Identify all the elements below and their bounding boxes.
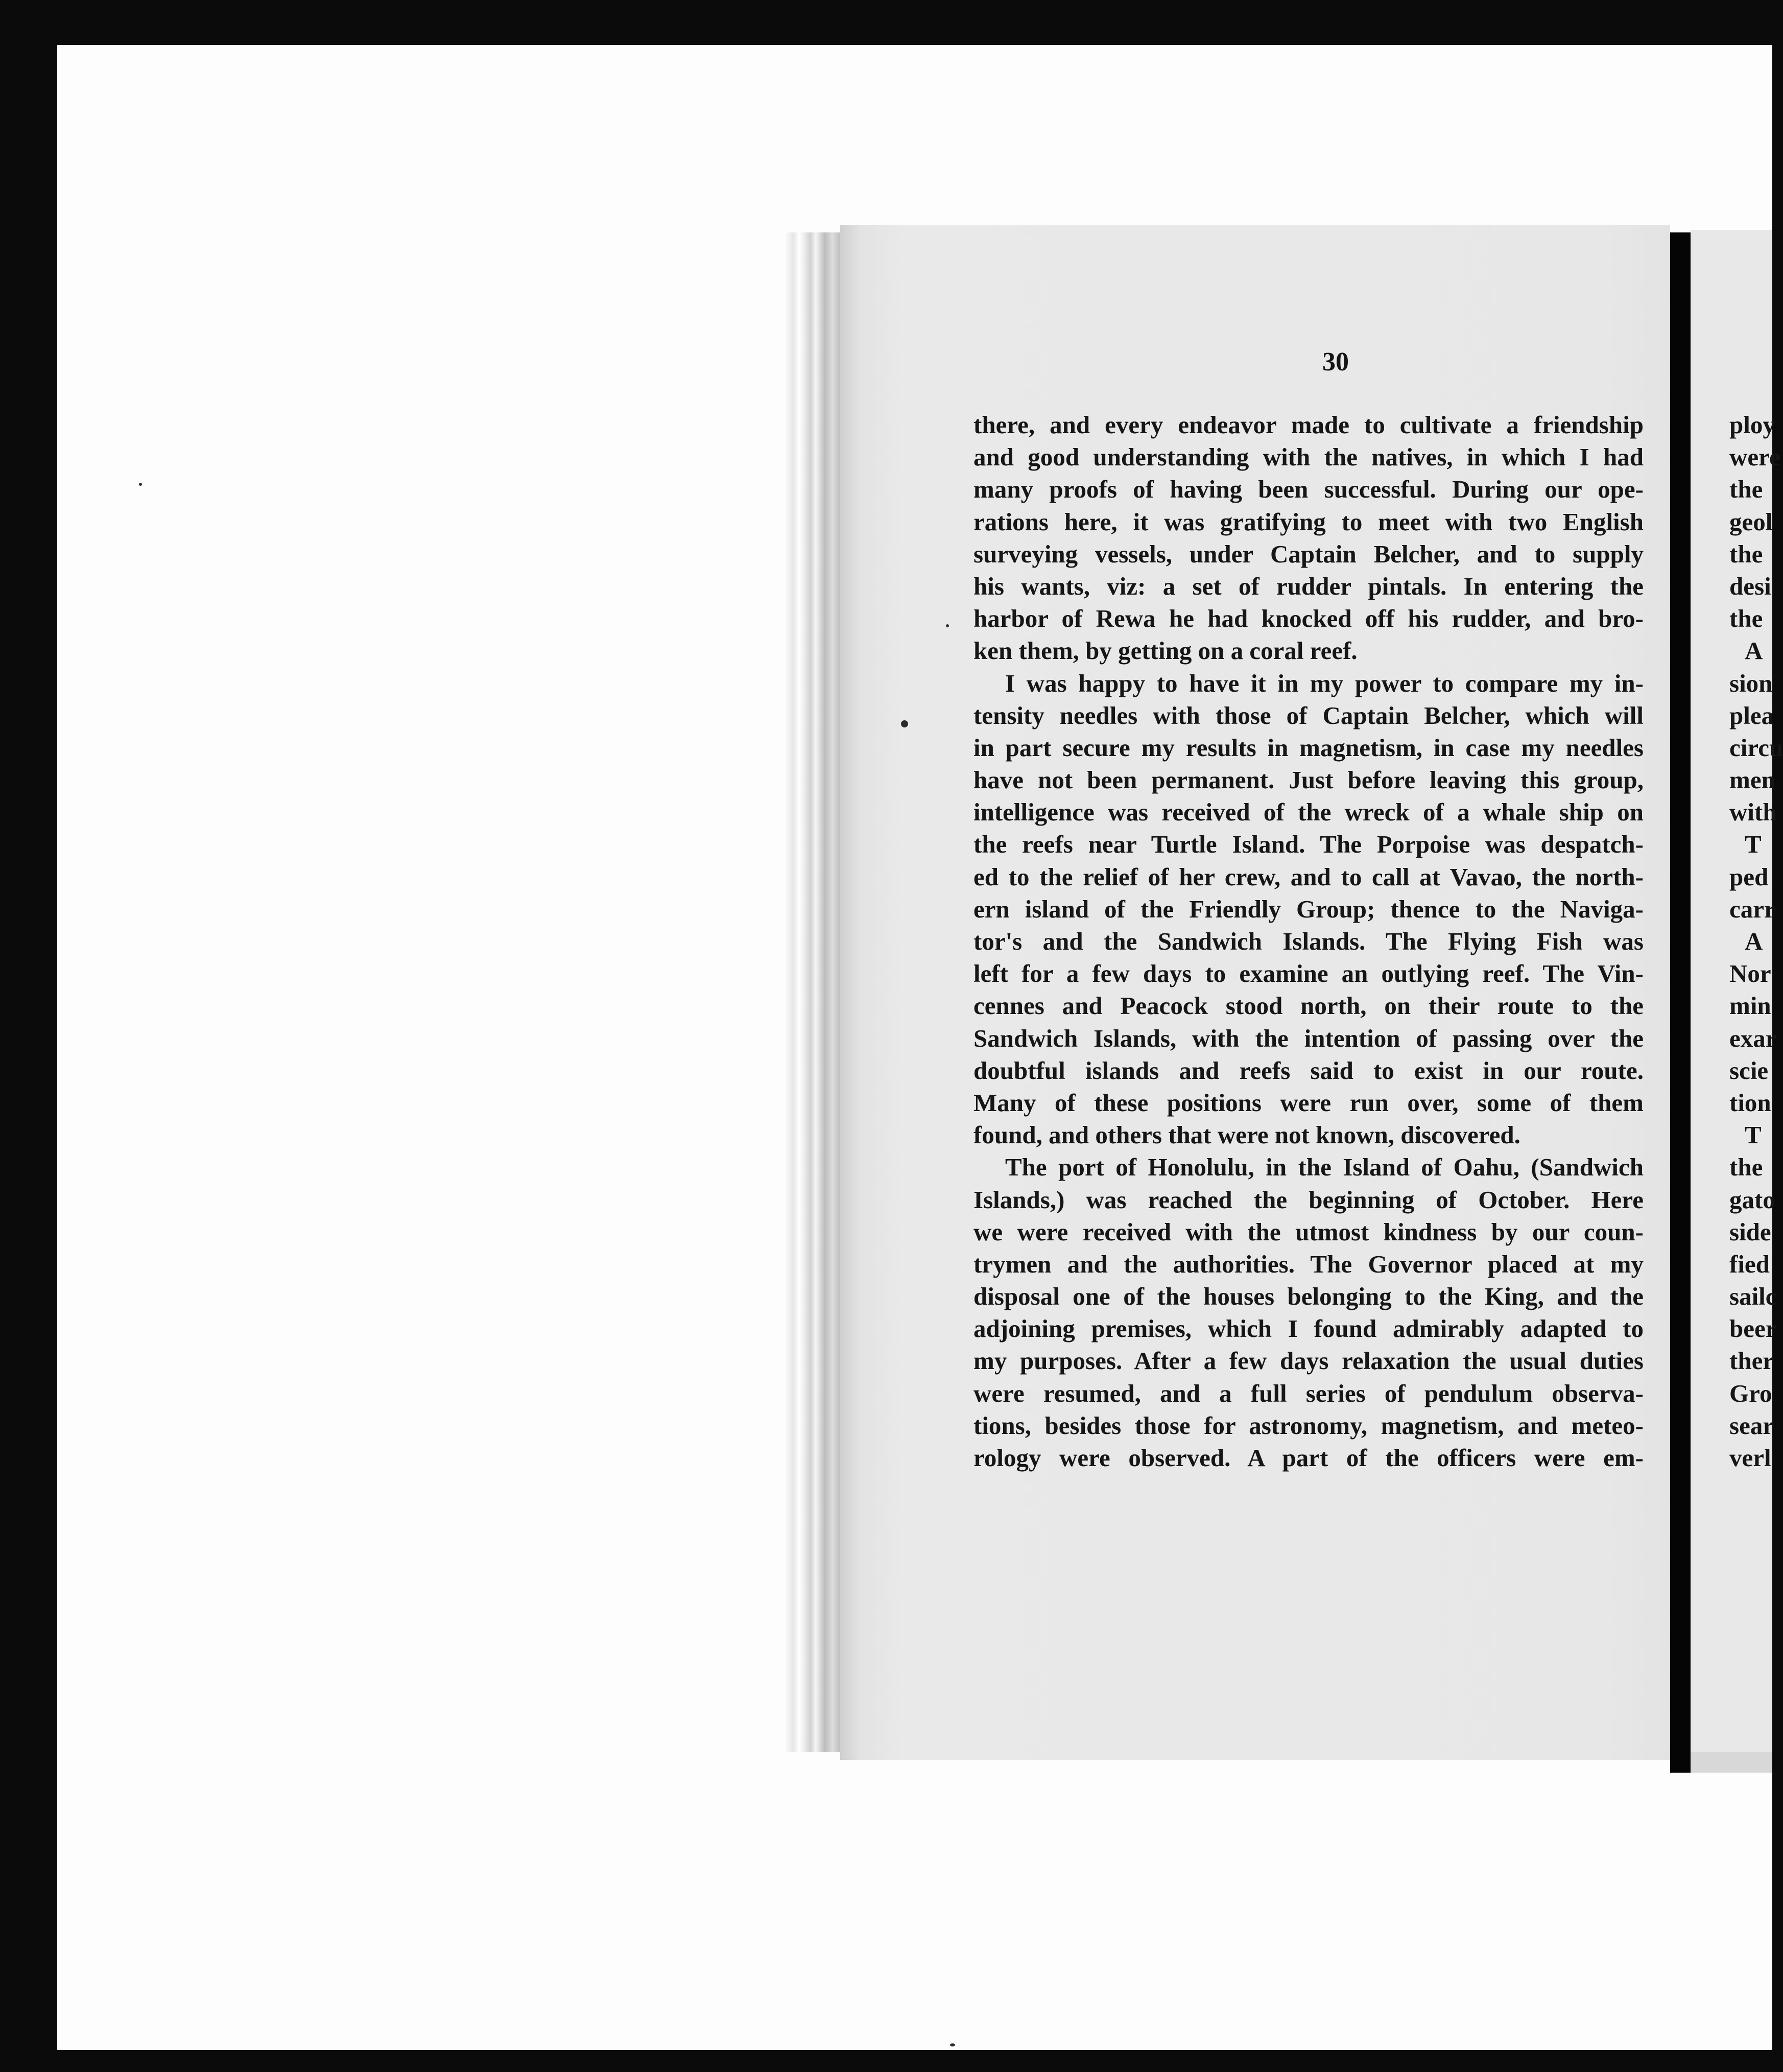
text-line: found, and others that were not known, discovered. xyxy=(973,1121,1520,1149)
text-line: we were received with the utmost kindness by our coun- xyxy=(973,1217,1644,1246)
text-line: tor's and the Sandwich Islands. The Flying Fish was xyxy=(973,927,1644,955)
fragment-line: ploy xyxy=(1729,411,1775,439)
fragment-line: Nor xyxy=(1729,959,1771,988)
text-line: adjoining premises, which I found admirably adapted to xyxy=(973,1314,1644,1343)
text-line: surveying vessels, under Captain Belcher, and to supply xyxy=(973,539,1644,568)
fragment-line: ther xyxy=(1729,1347,1774,1375)
fragment-line: A xyxy=(1745,637,1763,665)
fragment-line: the xyxy=(1729,604,1763,633)
text-line: there, and every endeavor made to cultivate a friendship xyxy=(973,411,1644,439)
fragment-line: the xyxy=(1729,1153,1763,1182)
fragment-line: plea xyxy=(1729,701,1774,729)
text-line: rations here, it was gratifying to meet with two English xyxy=(973,507,1644,536)
fragment-line: men xyxy=(1729,766,1775,794)
page-edges xyxy=(784,232,840,1752)
text-line: Islands,) was reached the beginning of October. Here xyxy=(973,1185,1644,1214)
fragment-line: with xyxy=(1729,798,1777,827)
text-line: and good understanding with the natives, in which I had xyxy=(973,443,1644,472)
fragment-line: were xyxy=(1729,443,1780,472)
fragment-line: ped xyxy=(1729,862,1769,891)
text-line: trymen and the authorities. The Governor placed at my xyxy=(973,1250,1644,1278)
fragment-line: sion xyxy=(1729,669,1773,697)
fragment-line: carr xyxy=(1729,894,1775,923)
fragment-line: gato xyxy=(1729,1185,1775,1214)
text-line: tions, besides those for astronomy, magnetism, and meteo- xyxy=(973,1411,1644,1440)
fragment-line: beer xyxy=(1729,1314,1777,1343)
scan-speck xyxy=(950,2043,955,2046)
text-line: many proofs of having been successful. During our ope- xyxy=(973,475,1644,504)
text-line: tensity needles with those of Captain Belcher, which will xyxy=(973,701,1644,729)
text-line: disposal one of the houses belonging to the King, and the xyxy=(973,1282,1644,1311)
text-line: ed to the relief of her crew, and to call at Vavao, the north- xyxy=(973,862,1644,891)
text-line: doubtful islands and reefs said to exist in our route. xyxy=(973,1056,1644,1085)
right-page-bottom-edge xyxy=(1691,1752,1772,1773)
text-line: were resumed, and a full series of pendulum observa- xyxy=(973,1379,1644,1407)
text-line: Sandwich Islands, with the intention of passing over the xyxy=(973,1024,1644,1052)
text-line: my purposes. After a few days relaxation the usual duties xyxy=(973,1347,1644,1375)
scan-speck xyxy=(946,624,949,627)
scan-speck xyxy=(139,483,142,486)
fragment-line: sailc xyxy=(1729,1282,1777,1311)
scan-speck xyxy=(901,720,908,727)
text-line: ern island of the Friendly Group; thence to the Naviga- xyxy=(973,894,1644,923)
text-line: harbor of Rewa he had knocked off his rudder, and bro- xyxy=(973,604,1644,633)
text-line: the reefs near Turtle Island. The Porpoise was despatch- xyxy=(973,830,1644,859)
fragment-line: side xyxy=(1729,1217,1771,1246)
fragment-line: T xyxy=(1745,1121,1762,1149)
fragment-line: sear xyxy=(1729,1411,1774,1440)
next-page-text-fragment xyxy=(1729,409,1783,1474)
fragment-line: T xyxy=(1745,830,1762,859)
text-line: intelligence was received of the wreck of a whale ship on xyxy=(973,798,1644,827)
fragment-line: verl xyxy=(1729,1444,1771,1472)
text-line: his wants, viz: a set of rudder pintals. In entering the xyxy=(973,572,1644,600)
text-line: left for a few days to examine an outlying reef. The Vin- xyxy=(973,959,1644,988)
text-line: rology were observed. A part of the officers were em- xyxy=(973,1444,1644,1472)
book-gutter xyxy=(1670,232,1691,1773)
page-number: 30 xyxy=(1322,347,1349,376)
fragment-line: circu xyxy=(1729,733,1783,762)
fragment-line: exar xyxy=(1729,1024,1777,1052)
text-line: Many of these positions were run over, some of them xyxy=(973,1088,1644,1117)
fragment-line: geol xyxy=(1729,507,1773,536)
fragment-line: fied xyxy=(1729,1250,1770,1278)
fragment-line: Gro xyxy=(1729,1379,1772,1407)
fragment-line: min xyxy=(1729,992,1771,1020)
text-line: The port of Honolulu, in the Island of Oahu, (Sandwich xyxy=(1005,1153,1644,1182)
text-line: I was happy to have it in my power to compare my in- xyxy=(1005,669,1644,697)
text-line: have not been permanent. Just before leaving this group, xyxy=(973,766,1644,794)
fragment-line: the xyxy=(1729,539,1763,568)
fragment-line: desi xyxy=(1729,572,1771,600)
fragment-line: the xyxy=(1729,475,1763,504)
fragment-line: scie xyxy=(1729,1056,1769,1085)
text-line: ken them, by getting on a coral reef. xyxy=(973,637,1358,665)
text-line: in part secure my results in magnetism, in case my needles xyxy=(973,733,1644,762)
fragment-line: tion xyxy=(1729,1088,1771,1117)
fragment-line: A xyxy=(1745,927,1763,955)
text-line: cennes and Peacock stood north, on their route to the xyxy=(973,992,1644,1020)
page-body-text xyxy=(973,409,1644,1474)
